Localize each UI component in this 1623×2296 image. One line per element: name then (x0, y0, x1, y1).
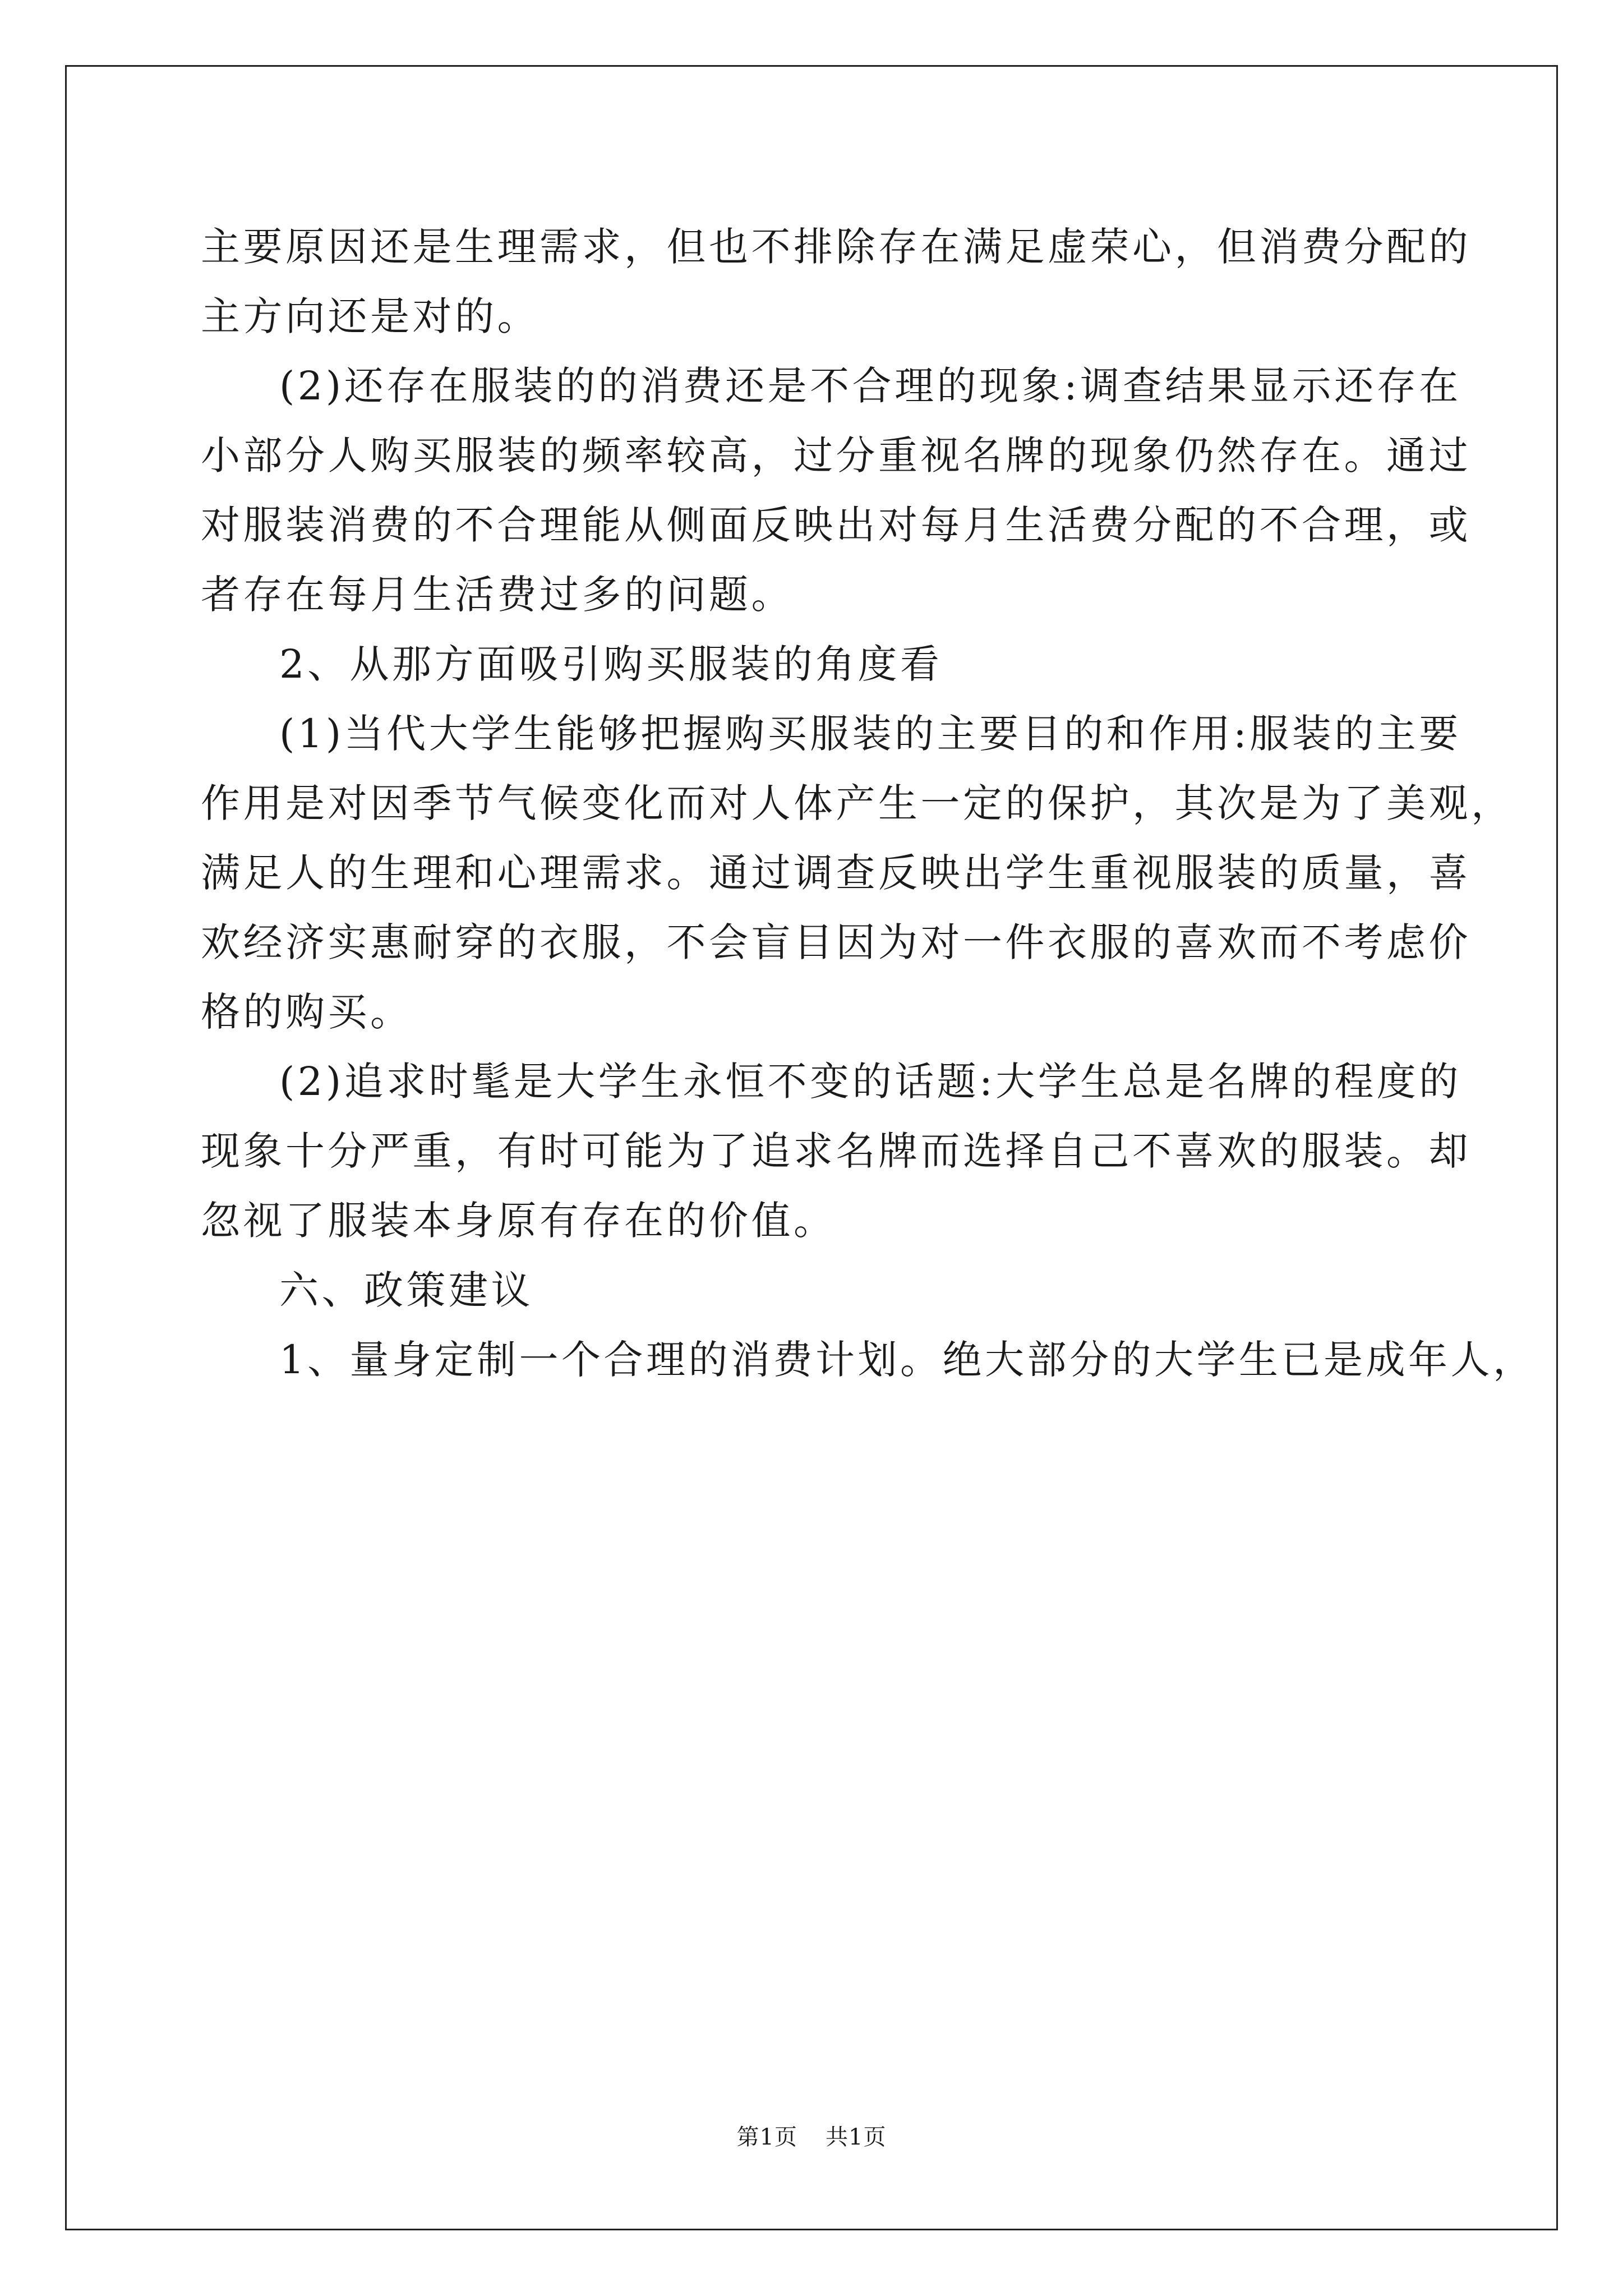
text-line: 2、从那方面吸引购买服装的角度看 (279, 641, 943, 687)
text-line: 者存在每月生活费过多的问题。 (201, 572, 794, 618)
text-line: 忽视了服装本身原有存在的价值。 (201, 1198, 836, 1244)
text-line: 1、量身定制一个合理的消费计划。绝大部分的大学生已是成年人， (279, 1337, 1536, 1383)
text-line: 作用是对因季节气候变化而对人体产生一定的保护，其次是为了美观， (201, 780, 1514, 826)
text-line: (2)追求时髦是大学生永恒不变的话题:大学生总是名牌的程度的 (279, 1059, 1461, 1105)
text-line: 小部分人购买服装的频率较高，过分重视名牌的现象仍然存在。通过 (201, 432, 1471, 478)
text-line: 格的购买。 (201, 989, 413, 1035)
text-line: 满足人的生理和心理需求。通过调查反映出学生重视服装的质量，喜 (201, 850, 1471, 896)
text-line: 主要原因还是生理需求，但也不排除存在满足虚荣心，但消费分配的 (201, 224, 1471, 270)
text-line: 欢经济实惠耐穿的衣服，不会盲目因为对一件衣服的喜欢而不考虑价 (201, 919, 1471, 965)
text-line: 现象十分严重，有时可能为了追求名牌而选择自己不喜欢的服装。却 (201, 1128, 1471, 1174)
text-line: (1)当代大学生能够把握购买服装的主要目的和作用:服装的主要 (279, 711, 1461, 757)
text-line: (2)还存在服装的的消费还是不合理的现象:调查结果显示还存在 (279, 363, 1461, 409)
page-number-current: 第1页 (736, 2124, 797, 2150)
text-line: 主方向还是对的。 (201, 293, 540, 339)
text-line: 六、政策建议 (279, 1267, 533, 1313)
text-line: 对服装消费的不合理能从侧面反映出对每月生活费分配的不合理，或 (201, 502, 1471, 548)
page-footer (0, 2120, 1623, 2154)
page-number-total: 共1页 (826, 2124, 887, 2150)
